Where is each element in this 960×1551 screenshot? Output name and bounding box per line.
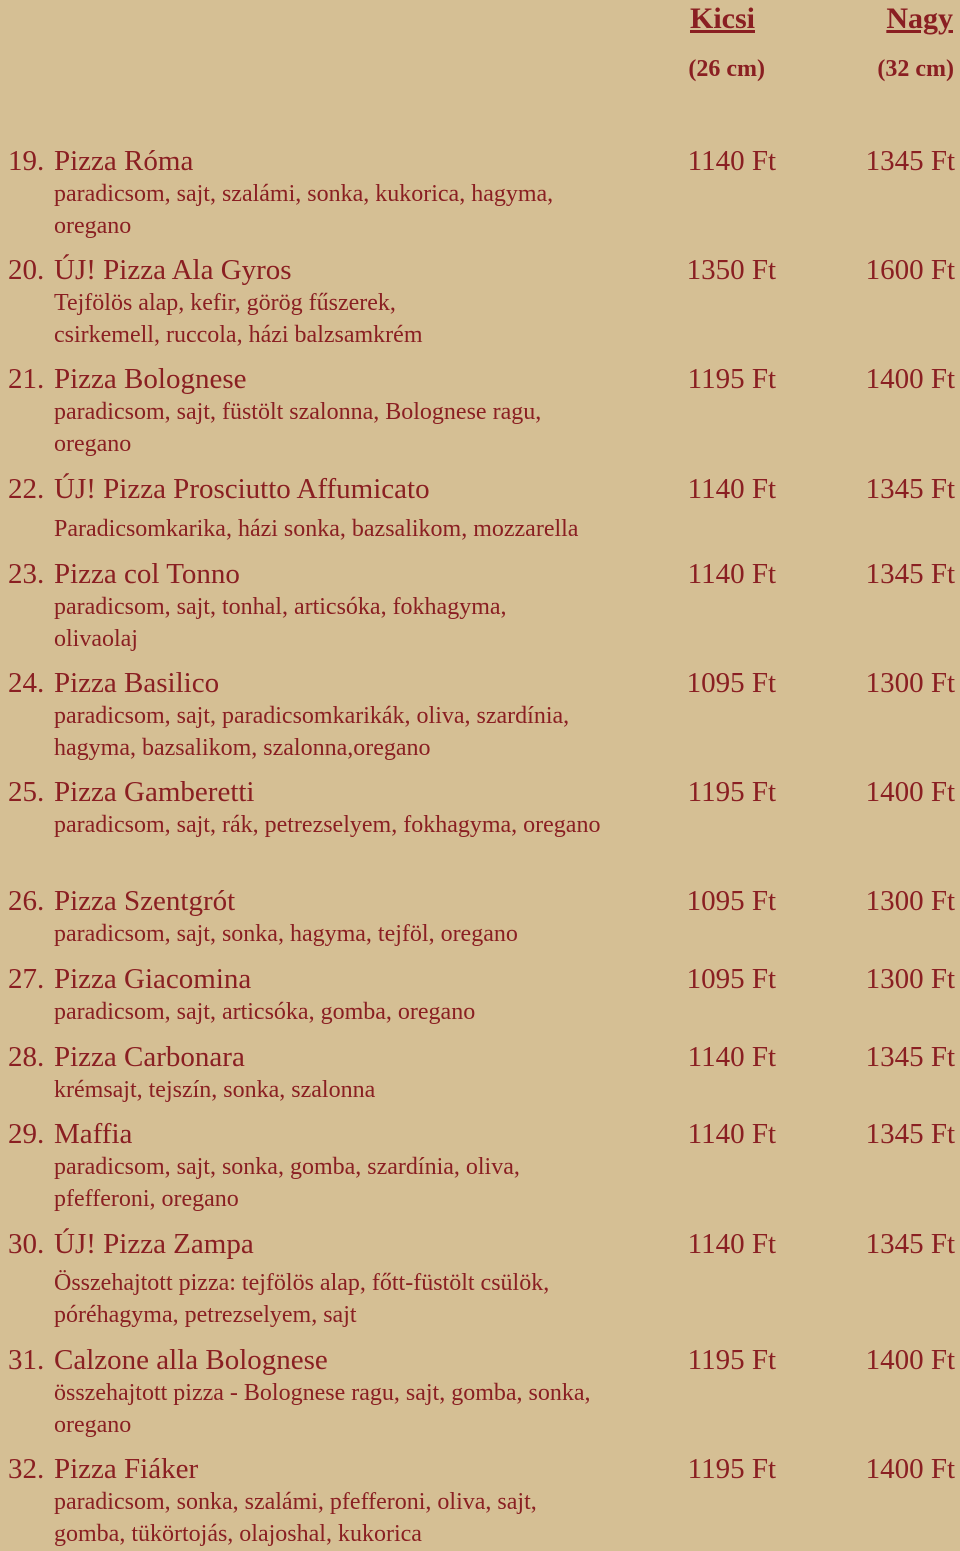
item-price-small: 1195 Ft bbox=[687, 1453, 776, 1485]
item-price-small: 1140 Ft bbox=[687, 145, 776, 177]
item-description: paradicsom, sajt, sonka, gomba, szardínia, oliva, pfefferoni, oregano bbox=[54, 1154, 520, 1212]
item-price-small: 1195 Ft bbox=[687, 363, 776, 395]
item-name: Pizza Szentgrót bbox=[54, 885, 236, 917]
item-description: krémsajt, tejszín, sonka, szalonna bbox=[54, 1077, 376, 1103]
item-name: ÚJ! Pizza Ala Gyros bbox=[54, 254, 292, 286]
item-price-small: 1140 Ft bbox=[687, 1118, 776, 1150]
item-number: 32. bbox=[8, 1453, 45, 1485]
item-name: Pizza Gamberetti bbox=[54, 776, 255, 808]
item-number: 26. bbox=[8, 885, 45, 917]
item-price-large: 1345 Ft bbox=[865, 558, 955, 590]
item-price-large: 1600 Ft bbox=[865, 254, 955, 286]
item-number: 19. bbox=[8, 145, 45, 177]
item-name: ÚJ! Pizza Prosciutto Affumicato bbox=[54, 473, 430, 505]
small-size-diameter: (26 cm) bbox=[688, 56, 765, 82]
item-price-small: 1095 Ft bbox=[686, 667, 776, 699]
item-description: paradicsom, sajt, articsóka, gomba, oregano bbox=[54, 999, 476, 1025]
item-description: Paradicsomkarika, házi sonka, bazsalikom, mozzarella bbox=[54, 516, 579, 542]
item-price-small: 1095 Ft bbox=[686, 885, 776, 917]
item-number: 24. bbox=[8, 667, 45, 699]
item-price-small: 1350 Ft bbox=[686, 254, 776, 286]
item-number: 28. bbox=[8, 1041, 45, 1073]
item-number: 31. bbox=[8, 1344, 45, 1376]
item-price-large: 1345 Ft bbox=[865, 1118, 955, 1150]
item-number: 29. bbox=[8, 1118, 45, 1150]
item-description: paradicsom, sajt, paradicsomkarikák, oliva, szardínia, hagyma, bazsalikom, szalonna,oregano bbox=[54, 703, 570, 761]
item-price-large: 1400 Ft bbox=[865, 1344, 955, 1376]
item-description: paradicsom, sajt, rák, petrezselyem, fokhagyma, oregano bbox=[54, 812, 601, 838]
item-price-large: 1345 Ft bbox=[865, 1041, 955, 1073]
item-description: paradicsom, sajt, szalámi, sonka, kukorica, hagyma, oregano bbox=[54, 181, 554, 239]
item-number: 30. bbox=[8, 1228, 45, 1260]
item-number: 21. bbox=[8, 363, 45, 395]
item-price-small: 1140 Ft bbox=[687, 1041, 776, 1073]
item-price-large: 1300 Ft bbox=[865, 963, 955, 995]
large-size-diameter: (32 cm) bbox=[877, 56, 954, 82]
item-price-large: 1400 Ft bbox=[865, 363, 955, 395]
item-price-small: 1195 Ft bbox=[687, 776, 776, 808]
item-name: Pizza Basilico bbox=[54, 667, 220, 699]
item-name: Pizza Fiáker bbox=[54, 1453, 199, 1485]
item-price-small: 1140 Ft bbox=[687, 558, 776, 590]
item-number: 27. bbox=[8, 963, 45, 995]
item-name: Maffia bbox=[54, 1118, 133, 1150]
item-price-small: 1195 Ft bbox=[687, 1344, 776, 1376]
item-description: Összehajtott pizza: tejfölös alap, főtt-füstölt csülök, póréhagyma, petrezselyem, sajt bbox=[54, 1270, 550, 1328]
item-name: Pizza col Tonno bbox=[54, 558, 240, 590]
item-description: paradicsom, sajt, sonka, hagyma, tejföl, oregano bbox=[54, 921, 518, 947]
item-description: paradicsom, sajt, füstölt szalonna, Bolognese ragu, oregano bbox=[54, 399, 542, 457]
item-price-large: 1400 Ft bbox=[865, 1453, 955, 1485]
item-price-small: 1140 Ft bbox=[687, 473, 776, 505]
item-price-large: 1345 Ft bbox=[865, 473, 955, 505]
item-name: ÚJ! Pizza Zampa bbox=[54, 1228, 254, 1260]
large-size-header: Nagy bbox=[886, 2, 953, 35]
small-size-header: Kicsi bbox=[690, 2, 755, 35]
item-number: 25. bbox=[8, 776, 45, 808]
item-description: Tejfölös alap, kefir, görög fűszerek, csirkemell, ruccola, házi balzsamkrém bbox=[54, 290, 423, 348]
item-price-large: 1300 Ft bbox=[865, 667, 955, 699]
item-price-small: 1140 Ft bbox=[687, 1228, 776, 1260]
item-number: 22. bbox=[8, 473, 45, 505]
item-name: Pizza Bolognese bbox=[54, 363, 247, 395]
item-price-large: 1400 Ft bbox=[865, 776, 955, 808]
item-price-large: 1300 Ft bbox=[865, 885, 955, 917]
item-price-large: 1345 Ft bbox=[865, 145, 955, 177]
item-name: Pizza Róma bbox=[54, 145, 194, 177]
item-number: 23. bbox=[8, 558, 45, 590]
item-price-large: 1345 Ft bbox=[865, 1228, 955, 1260]
item-price-small: 1095 Ft bbox=[686, 963, 776, 995]
item-name: Calzone alla Bolognese bbox=[54, 1344, 328, 1376]
item-description: paradicsom, sajt, tonhal, articsóka, fokhagyma, olivaolaj bbox=[54, 594, 507, 652]
item-description: paradicsom, sonka, szalámi, pfefferoni, oliva, sajt, gomba, tükörtojás, olajoshal, kukorica bbox=[54, 1489, 537, 1547]
item-name: Pizza Carbonara bbox=[54, 1041, 245, 1073]
item-name: Pizza Giacomina bbox=[54, 963, 252, 995]
item-description: összehajtott pizza - Bolognese ragu, sajt, gomba, sonka, oregano bbox=[54, 1380, 591, 1438]
item-number: 20. bbox=[8, 254, 45, 286]
